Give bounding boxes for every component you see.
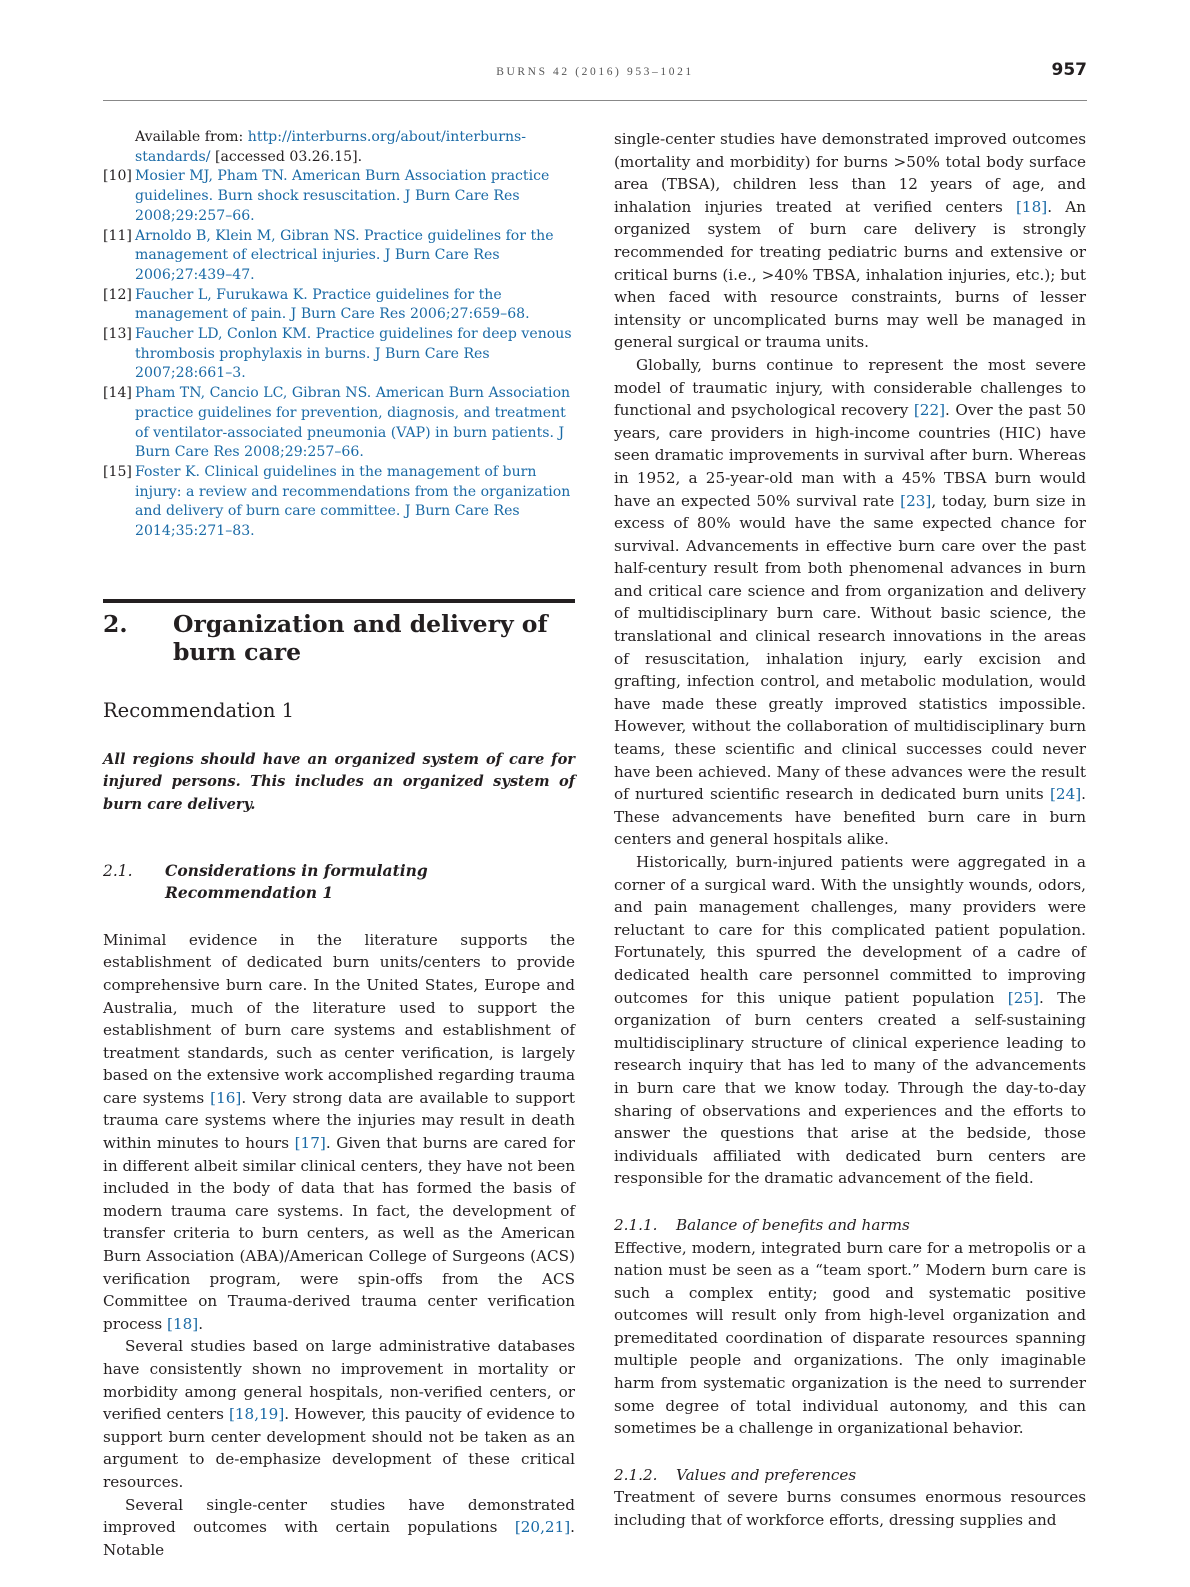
citation-link[interactable]: [16] [210, 1088, 242, 1107]
section-divider [103, 599, 575, 603]
citation-link[interactable]: [25] [1007, 988, 1039, 1007]
reference-number: [11] [103, 227, 132, 244]
section-number: 2. [103, 609, 128, 638]
citation-link[interactable]: [18] [167, 1314, 199, 1333]
header-divider [103, 100, 1087, 101]
subsubsection-title: Balance of benefits and harms [676, 1215, 910, 1234]
body-paragraph: Historically, burn-injured patients were aggregated in a corner of a surgical ward. With the unsightly wounds, odors, and pain management challenges, many providers were reluctant to care for this complicated patient population. Fortunately, this spurred the development of a cadre of dedicated health care personnel committed to improving outcomes for this unique patient population [25]. The organization of burn centers created a self-sustaining multidisciplinary structure of clinical experience leading to research inquiry that has led to many of the advancements in burn care that we know today. Through the day-to-day sharing of observations and experiences and the efforts to answer the questions that arise at the bedside, those individuals affiliated with dedicated burn centers are responsible for the dramatic advancement of the field. [614, 853, 1086, 1188]
citation-link[interactable]: [18,19] [228, 1405, 285, 1424]
section-heading [103, 610, 575, 666]
reference-number: [13] [103, 326, 132, 343]
body-paragraph: single-center studies have demonstrated improved outcomes (mortality and morbidity) for burns >50% total body surface area (TBSA), children less than 12 years of age, and inhalation injuries treated at verified centers [18]. An organized system of burn care delivery is strongly recommended for treating pediatric burns and extensive or critical burns (i.e., >40% TBSA, inhalation injuries, etc.); but when faced with resource constraints, burns of lesser intensity or uncomplicated burns may well be managed in general surgical or trauma units. [614, 130, 1086, 352]
reference-number: [15] [103, 463, 132, 480]
subsection-number: 2.1. [103, 861, 133, 880]
reference-text[interactable]: Faucher L, Furukawa K. Practice guidelines for the management of pain. J Burn Care Res 2006;27:659–68. [135, 286, 530, 323]
section-title: Organization and delivery of burn care [173, 609, 548, 666]
journal-running-title: BURNS 42 (2016) 953–1021 [496, 66, 694, 78]
reference-number: [10] [103, 168, 132, 185]
reference-text[interactable]: Mosier MJ, Pham TN. American Burn Association practice guidelines. Burn shock resuscitation. J Burn Care Res 2008;29:257–66. [135, 168, 550, 224]
subsection-title: Considerations in formulating Recommendation 1 [165, 860, 428, 903]
citation-link[interactable]: [23] [900, 491, 932, 510]
citation-link[interactable]: [22] [913, 401, 946, 420]
interburns-url-link[interactable]: http://interburns.org/about/interburns-standards/ [135, 129, 527, 165]
citation-link[interactable]: [18] [1016, 197, 1048, 216]
reference-continuation [103, 128, 575, 167]
reference-item[interactable] [103, 463, 575, 542]
citation-link[interactable]: [20,21] [514, 1518, 571, 1537]
ref-accessed-date: [accessed 03.26.15]. [210, 148, 363, 165]
body-paragraph: Treatment of severe burns consumes enormous resources including that of workforce efforts, dressing supplies and [614, 1488, 1086, 1530]
subsubsection-number: 2.1.2. [614, 1465, 658, 1484]
recommendation-heading: Recommendation 1 [103, 698, 295, 722]
body-paragraph: Several studies based on large administrative databases have consistently shown no improvement in mortality or morbidity among general hospitals, non-verified centers, or verified centers [18,19]. However, this paucity of evidence to support burn center development should not be taken as an argument to de-emphasize development of these critical resources. [103, 1337, 575, 1491]
citation-link[interactable]: [24] [1049, 785, 1082, 804]
body-paragraph: Minimal evidence in the literature supports the establishment of dedicated burn units/centers to provide comprehensive burn care. In the United States, Europe and Australia, much of the literature used to support the establishment of burn care systems and establishment of treatment standards, such as center verification, is largely based on the extensive work accomplished regarding trauma care systems [16]. Very strong data are available to support trauma care systems where the injuries may result in death within minutes to hours [17]. Given that burns are cared for in different albeit similar clinical centers, they have not been included in the body of data that has formed the basis of modern trauma care systems. In fact, the development of transfer criteria to burn centers, as well as the American Burn Association (ABA)/American College of Surgeons (ACS) verification program, were spin-offs from the ACS Committee on Trauma-derived trauma center verification process [18]. [103, 930, 576, 1333]
body-paragraph: Globally, burns continue to represent the most severe model of traumatic injury, with considerable challenges to functional and psychological recovery [22]. Over the past 50 years, care providers in high-income countries (HIC) have seen dramatic improvements in survival after burn. Whereas in 1952, a 25-year-old man with a 45% TBSA burn would have an expected 50% survival rate [23], today, burn size in excess of 80% would have the same expected chance for survival. Advancements in effective burn care over the past half-century result from both phenomenal advances in burn and critical care science and from organization and delivery of multidisciplinary burn care. Without basic science, the translational and clinical research innovations in the areas of resuscitation, inhalation injury, early excision and grafting, infection control, and metabolic modulation, would have made these greatly improved statistics impossible. However, without the collaboration of multidisciplinary burn teams, these scientific and clinical successes could never have been achieved. Many of these advances were the result of nurtured scientific research in dedicated burn units [24]. These advancements have benefited burn care in burn centers and general hospitals alike. [614, 355, 1087, 849]
body-paragraph: Effective, modern, integrated burn care for a metropolis or a nation must be seen as a “team sport.” Modern burn care is such a complex entity; good and systematic positive outcomes will result only from high-level organization and premeditated coordination of disparate resources spanning multiple people and organizations. The only imaginable harm from systematic organization is the need to surrender some degree of total individual autonomy, and this can sometimes be a challenge in organizational behavior. [614, 1238, 1086, 1438]
reference-text[interactable]: Faucher LD, Conlon KM. Practice guidelines for deep venous thrombosis prophylaxis in burns. J Burn Care Res 2007;28:661–3. [135, 326, 572, 382]
reference-text[interactable]: Pham TN, Cancio LC, Gibran NS. American Burn Association practice guidelines for prevention, diagnosis, and treatment of ventilator-associated pneumonia (VAP) in burn patients. J Burn Care Res 2008;29:257–66. [135, 385, 571, 461]
reference-item[interactable] [103, 286, 575, 325]
reference-item[interactable] [103, 325, 575, 384]
reference-text[interactable]: Arnoldo B, Klein M, Gibran NS. Practice guidelines for the management of electrical injuries. J Burn Care Res 2006;27:439–47. [135, 227, 554, 283]
citation-link[interactable]: [17] [294, 1134, 326, 1153]
subsubsection-number: 2.1.1. [614, 1215, 658, 1234]
left-column [103, 128, 575, 1561]
subsubsection-title: Values and preferences [676, 1465, 857, 1484]
ref-continuation-prefix: Available from: [135, 129, 248, 145]
right-column [614, 128, 1086, 1532]
reference-item[interactable] [103, 167, 575, 226]
reference-text[interactable]: Foster K. Clinical guidelines in the management of burn injury: a review and recommendations from the organization and delivery of burn care committee. J Burn Care Res 2014;35:271–83. [135, 463, 571, 540]
reference-item[interactable] [103, 227, 575, 286]
recommendation-statement: All regions should have an organized system of care for injured persons. This includes an organized system of burn care delivery. [103, 750, 575, 813]
page-number: 957 [1051, 60, 1087, 80]
reference-item[interactable] [103, 384, 575, 463]
subsubsection-heading [614, 1214, 1086, 1237]
subsubsection-heading [614, 1464, 1086, 1487]
reference-number: [12] [103, 286, 132, 303]
body-paragraph: Several single-center studies have demonstrated improved outcomes with certain populations [20,21]. Notable [103, 1495, 575, 1559]
reference-number: [14] [103, 385, 132, 402]
reference-list [103, 128, 575, 542]
subsection-heading [103, 860, 575, 905]
